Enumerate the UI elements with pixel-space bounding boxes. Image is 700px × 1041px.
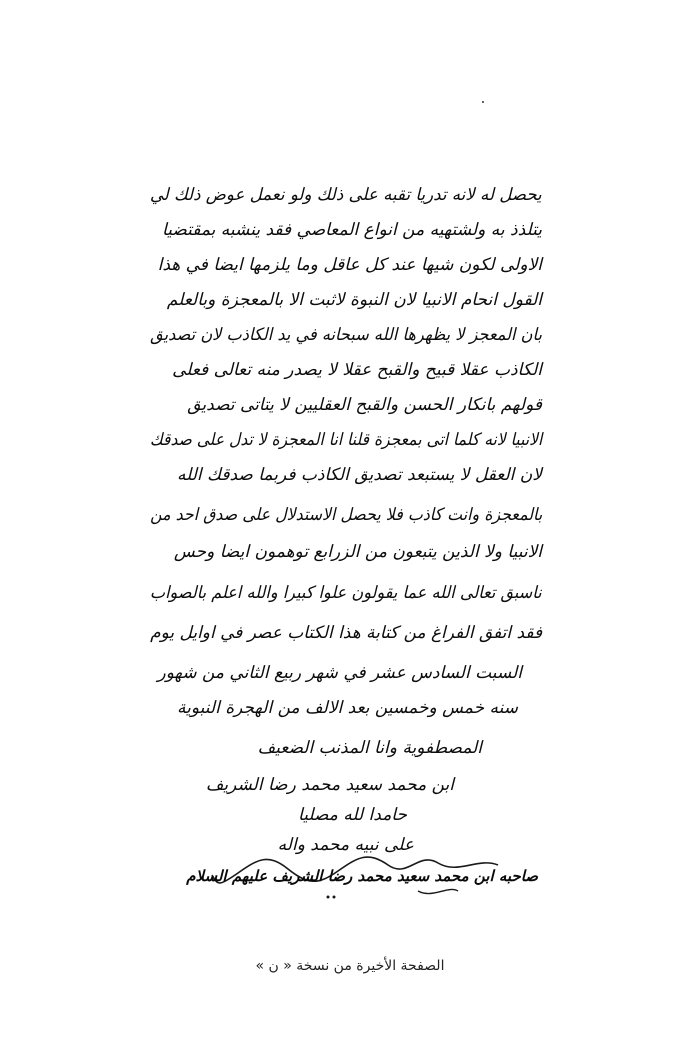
manuscript-line-7: قولهم بانكار الحسن والقبح العقليين لا يتاتى تصديق: [187, 395, 542, 415]
manuscript-line-4: القول انحام الانبيا لان النبوة لاثبت الا بالمعجزة وبالعلم: [166, 290, 542, 310]
ink-speck: [482, 101, 484, 103]
manuscript-line-6: الكاذب عقلا قبيح والقبح عقلا لا يصدر منه تعالى فعلى: [172, 360, 542, 380]
manuscript-line-19: على نبيه محمد واله: [277, 835, 414, 855]
manuscript-line-8: الانبيا لانه كلما اتى بمعجزة قلنا انا المعجزة لا تدل على صدقك: [149, 430, 542, 450]
manuscript-line-5: بان المعجز لا يظهرها الله سبحانه في يد الكاذب لان تصديق: [150, 325, 542, 345]
manuscript-line-9: لان العقل لا يستبعد تصديق الكاذب فربما صدقك الله: [176, 465, 542, 485]
page-caption: الصفحة الأخيرة من نسخة « ن »: [255, 958, 445, 974]
manuscript-line-1: يحصل له لانه تدريا تقبه على ذلك ولو نعمل عوض ذلك لي: [150, 185, 542, 205]
manuscript-line-17: ابن محمد سعيد محمد رضا الشريف: [205, 775, 454, 795]
manuscript-line-11: الانبيا ولا الذين يتبعون من الزرابع توهمون ايضا وحس: [173, 542, 542, 562]
manuscript-line-2: يتلذذ به ولشتهيه من انواع المعاصي فقد ينشبه بمقتضيا: [162, 220, 542, 240]
manuscript-line-13: فقد اتفق الفراغ من كتابة هذا الكتاب عصر في اوايل يوم: [150, 623, 542, 643]
colophon-signature-line: [168, 855, 538, 905]
manuscript-line-10: بالمعجزة وانت كاذب فلا يحصل الاستدلال على صدق احد من: [149, 505, 542, 525]
manuscript-line-12: ناسبق تعالى الله عما يقولون علوا كبيرا والله اعلم بالصواب: [150, 583, 542, 603]
manuscript-line-14: السبت السادس عشر في شهر ربيع الثاني من شهور: [157, 663, 522, 683]
signature-text: صاحبه ابن محمد سعيد محمد رضا الشريف عليهم السلام: [186, 867, 538, 885]
manuscript-line-15: سنه خمس وخمسين بعد الالف من الهجرة النبوية: [177, 698, 518, 718]
manuscript-line-3: الاولى لكون شيها عند كل عاقل وما يلزمها ايضا في هذا: [157, 255, 542, 275]
manuscript-line-18: حامدا لله مصليا: [298, 805, 407, 825]
manuscript-line-16: المصطفوية وانا المذنب الضعيف: [257, 738, 482, 758]
